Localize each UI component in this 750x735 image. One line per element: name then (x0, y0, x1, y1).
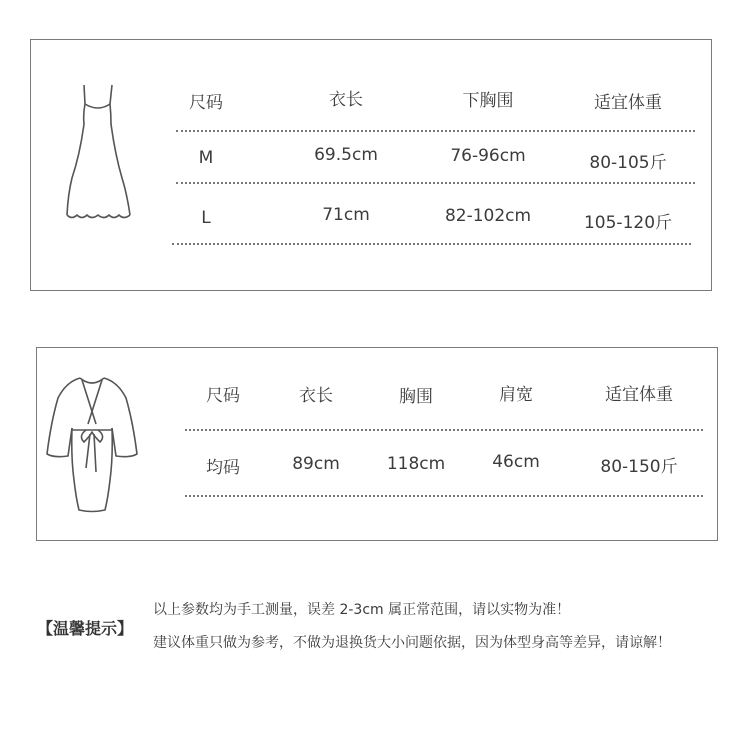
divider (176, 182, 695, 184)
t2-row1-length: 89cm (292, 454, 340, 474)
size-chart-slip-dress (30, 39, 712, 291)
t2-row1-size: 均码 (206, 458, 240, 478)
t1-row2-length: 71cm (322, 205, 370, 225)
t2-row1-chest: 118cm (386, 454, 446, 474)
t2-header-chest: 胸围 (399, 387, 433, 407)
divider (185, 495, 703, 497)
divider (176, 130, 695, 132)
t1-row2-size: L (201, 208, 211, 228)
t1-row1-length: 69.5cm (314, 145, 378, 165)
notice-line-weight: 建议体重只做为参考，不做为退换货大小问题依据，因为体型身高等差异，请谅解！ (153, 635, 671, 651)
t1-row2-weight: 105-120斤 (583, 213, 673, 233)
t1-row1-underbust: 76-96cm (450, 146, 526, 166)
notice-line-measurement: 以上参数均为手工测量，误差 2-3cm 属正常范围，请以实物为准！ (153, 602, 571, 618)
t2-header-size: 尺码 (206, 386, 240, 406)
slip-dress-icon (64, 82, 134, 222)
divider (185, 429, 703, 431)
robe-icon (46, 372, 138, 514)
t2-header-weight: 适宜体重 (605, 385, 673, 405)
size-chart-robe (36, 347, 718, 541)
divider (172, 243, 691, 245)
t1-header-length: 衣长 (329, 90, 363, 110)
t1-header-underbust: 下胸围 (462, 91, 514, 111)
t1-row2-underbust: 82-102cm (444, 206, 532, 226)
t2-row1-shoulder: 46cm (492, 452, 540, 472)
t2-header-shoulder: 肩宽 (499, 385, 533, 405)
t1-row1-weight: 80-105斤 (589, 153, 667, 173)
t2-header-length: 衣长 (299, 386, 333, 406)
t1-row1-size: M (198, 148, 214, 168)
notice-label: 【温馨提示】 (37, 619, 134, 638)
t2-row1-weight: 80-150斤 (600, 457, 678, 477)
t1-header-size: 尺码 (189, 93, 223, 113)
t1-header-weight: 适宜体重 (594, 93, 662, 113)
